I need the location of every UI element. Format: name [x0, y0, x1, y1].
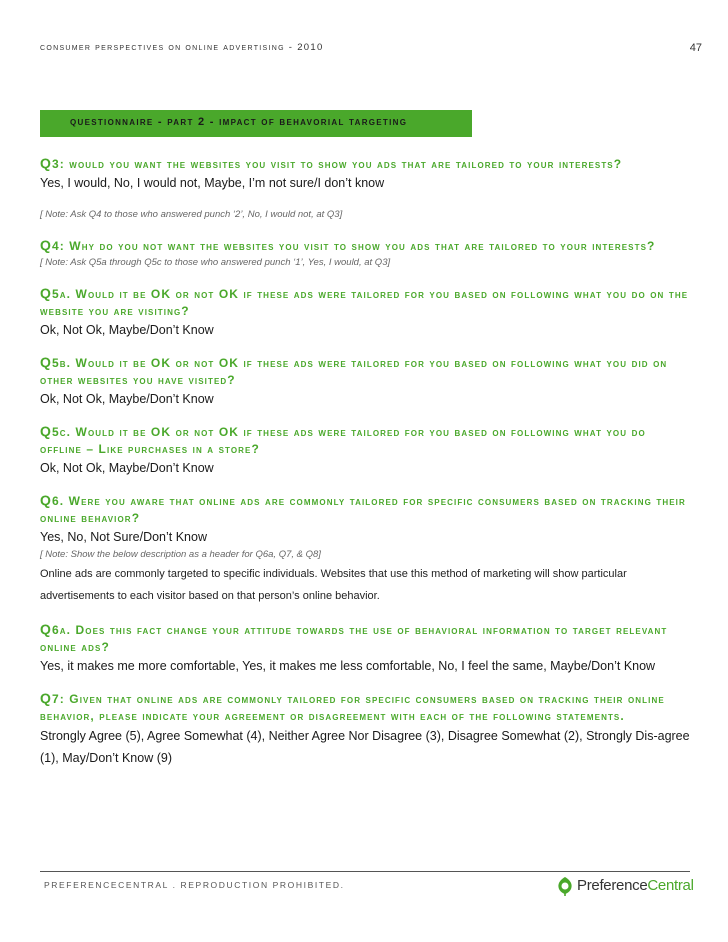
question-title: Q4: Why do you not want the websites you visit to show you ads that are tailored to your interests?	[40, 237, 656, 253]
question-answer-options: Strongly Agree (5), Agree Somewhat (4), Neither Agree Nor Disagree (3), Disagree Somewhat (2), Strongly Dis-agree (1), May/Don’t Know (9)	[40, 729, 690, 765]
logo-wordmark: PreferenceCentral	[577, 877, 694, 894]
page-header	[40, 42, 702, 58]
questionnaire-content	[40, 155, 690, 783]
question-title: Q6a. Does this fact change your attitude towards the use of behavioral information to target relevant online ads?	[40, 621, 668, 654]
question-q7	[40, 690, 690, 769]
question-answer-options: Ok, Not Ok, Maybe/Don’t Know	[40, 323, 214, 337]
section-banner	[40, 110, 472, 137]
page-number: 47	[689, 42, 702, 54]
question-answer-options: Ok, Not Ok, Maybe/Don’t Know	[40, 461, 214, 475]
question-note: [ Note: Ask Q5a through Q5c to those who answered punch ‘1’, Yes, I would, at Q3]	[40, 257, 391, 268]
question-q6	[40, 492, 690, 607]
question-title: Q3: would you want the websites you visit to show you ads that are tailored to your interests?	[40, 155, 623, 171]
question-q3	[40, 155, 690, 223]
question-q6a	[40, 621, 690, 676]
question-title: Q5a. Would it be OK or not OK if these ads were tailored for you based on following what you do on the website you are visiting?	[40, 285, 689, 318]
question-note: [ Note: Ask Q4 to those who answered punch ‘2’, No, I would not, at Q3]	[40, 209, 343, 220]
question-title: Q7: Given that online ads are commonly tailored for specific consumers based on tracking their online behavior, please indicate your agreement or disagreement with each of the following statements.	[40, 690, 665, 723]
leaf-logo-icon	[556, 876, 574, 896]
question-answer-options: Ok, Not Ok, Maybe/Don’t Know	[40, 392, 214, 406]
question-answer-options: Yes, No, Not Sure/Don’t Know	[40, 530, 207, 544]
question-q4	[40, 237, 690, 271]
question-q5c	[40, 423, 690, 478]
question-answer-options: Yes, I would, No, I would not, Maybe, I’m not sure/I don’t know	[40, 176, 385, 190]
question-answer-options: Yes, it makes me more comfortable, Yes, it makes me less comfortable, No, I feel the same, Maybe/Don’t Know	[40, 659, 656, 673]
question-q5b	[40, 354, 690, 409]
section-banner-label: questionnaire - part 2 - impact of behavorial targeting	[70, 116, 408, 128]
question-title: Q6. Were you aware that online ads are commonly tailored for specific consumers based on tracking their online behavior?	[40, 492, 686, 525]
question-description: Online ads are commonly targeted to specific individuals. Websites that use this method of marketing will show particular advertisements to each visitor based on that person’s online behavior.	[40, 568, 627, 602]
footer-copyright: PREFERENCECENTRAL . REPRODUCTION PROHIBITED.	[44, 880, 345, 890]
question-title: Q5b. Would it be OK or not OK if these ads were tailored for you based on following what you did on other websites you have visited?	[40, 354, 668, 387]
question-title: Q5c. Would it be OK or not OK if these ads were tailored for you based on following what you do offline – Like purchases in a store?	[40, 423, 646, 456]
preferencecentral-logo	[556, 874, 696, 898]
question-note: [ Note: Show the below description as a header for Q6a, Q7, & Q8]	[40, 549, 321, 560]
document-title: consumer perspectives on online advertising - 2010	[40, 42, 324, 53]
footer-divider	[40, 871, 690, 872]
question-q5a	[40, 285, 690, 340]
